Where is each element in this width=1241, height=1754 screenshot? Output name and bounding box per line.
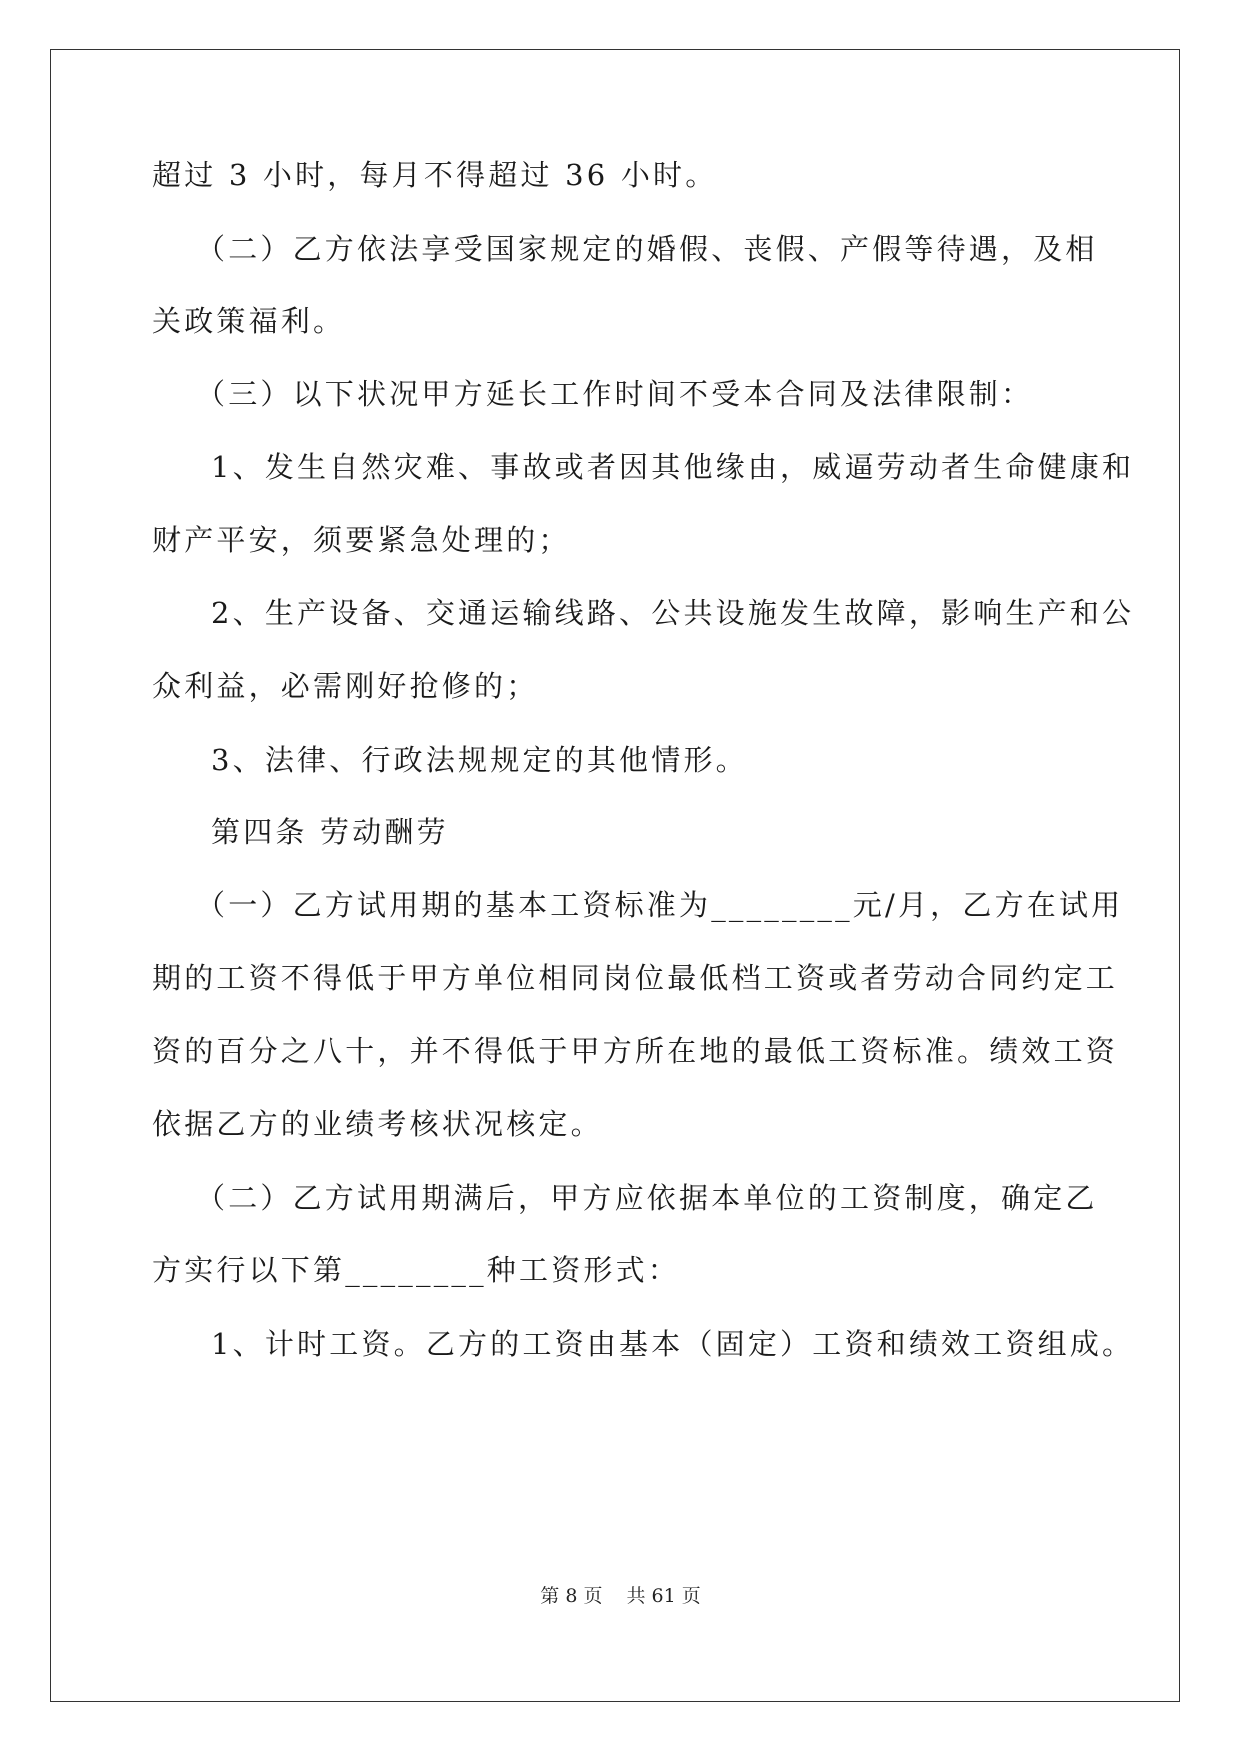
section-heading: 第四条 劳动酬劳 [211, 815, 449, 849]
page-number: 第 8 页 [540, 1585, 603, 1607]
text-line: 2、生产设备、交通运输线路、公共设施发生故障，影响生产和公 [211, 596, 1135, 630]
text-line: 关政策福利。 [152, 304, 346, 338]
text-line: 依据乙方的业绩考核状况核定。 [152, 1107, 603, 1141]
text-line: （三）以下状况甲方延长工作时间不受本合同及法律限制： [196, 377, 1034, 411]
page-border [50, 49, 1180, 1702]
text-line: 众利益，必需刚好抢修的； [152, 669, 539, 703]
page-footer [0, 1583, 1241, 1609]
text-line: 1、计时工资。乙方的工资由基本（固定）工资和绩效工资组成。 [211, 1327, 1135, 1361]
text-line: 3、法律、行政法规规定的其他情形。 [211, 743, 748, 777]
text-line: （一）乙方试用期的基本工资标准为________元/月，乙方在试用 [196, 888, 1124, 922]
text-line: 方实行以下第________种工资形式： [152, 1253, 681, 1287]
text-line: 财产平安，须要紧急处理的； [152, 523, 571, 557]
page-total: 共 61 页 [626, 1585, 701, 1607]
text-line: （二）乙方试用期满后，甲方应依据本单位的工资制度，确定乙 [196, 1181, 1098, 1215]
text-line: （二）乙方依法享受国家规定的婚假、丧假、产假等待遇，及相 [196, 232, 1098, 266]
text-line: 资的百分之八十，并不得低于甲方所在地的最低工资标准。绩效工资 [152, 1034, 1119, 1068]
text-line: 期的工资不得低于甲方单位相同岗位最低档工资或者劳动合同约定工 [152, 961, 1119, 995]
text-line: 超过 3 小时，每月不得超过 36 小时。 [152, 158, 718, 192]
text-line: 1、发生自然灾难、事故或者因其他缘由，威逼劳动者生命健康和 [211, 450, 1135, 484]
